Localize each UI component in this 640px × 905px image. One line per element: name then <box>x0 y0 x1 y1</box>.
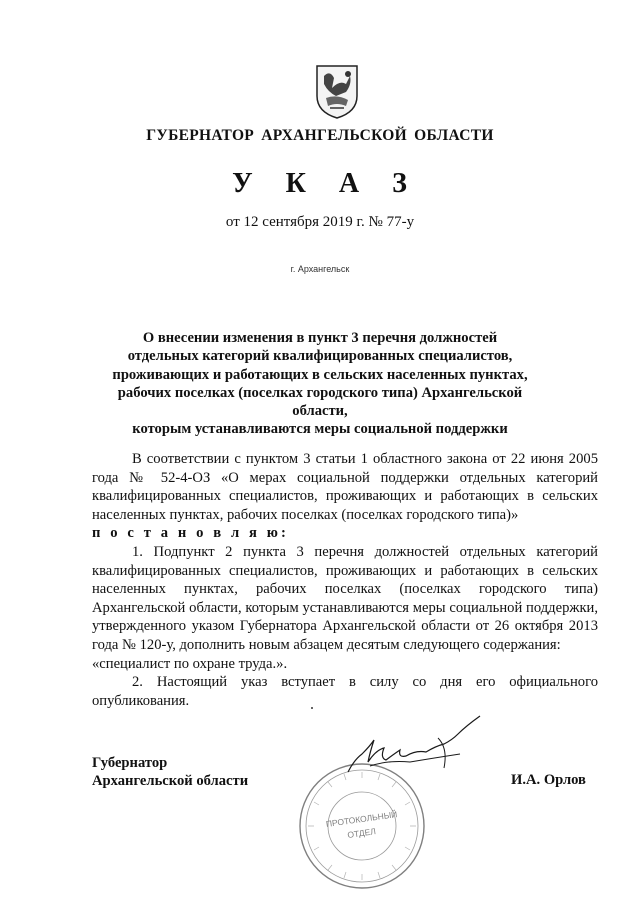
item-1-paragraph: 1. Подпункт 2 пункта 3 перечня должностей отдельных категорий квалифицированных специалистов, проживающих и работающих в сельских населенных пунктах, рабочих поселках (поселках городского типа) Архангельской области, которым устанавливаются меры социальной поддержки, утвержденного указом Губернатора Архангельской области от 26 октября 2013 года № 120-у, дополнить новым абзацем десятым следующего содержания: <box>92 543 598 653</box>
coat-of-arms-icon <box>312 62 362 120</box>
title-line: О внесении изменения в пункт 3 перечня должностей <box>142 330 498 346</box>
signatory-position <box>92 754 248 791</box>
stamp-text: ПРОТОКОЛЬНЫЙ <box>325 809 398 829</box>
document-title <box>90 329 550 439</box>
position-line: Архангельской области <box>92 773 249 790</box>
signatory-name: И.А. Орлов <box>511 772 586 788</box>
title-line: которым устанавливаются меры социальной поддержки <box>132 421 508 438</box>
document-type: У К А З <box>232 168 420 199</box>
ink-dot <box>311 707 313 709</box>
document-body <box>92 450 598 710</box>
item-2-paragraph: 2. Настоящий указ вступает в силу со дня его официального опубликования. <box>92 674 598 709</box>
title-line: отдельных категорий квалифицированных специалистов, <box>127 348 513 365</box>
quoted-text: «специалист по охране труда.». <box>92 655 288 672</box>
position-line: Губернатор <box>92 755 168 771</box>
preamble-paragraph: В соответствии с пунктом 3 статьи 1 областного закона от 22 июня 2005 года № 52-4-ОЗ «О мерах социальной поддержки отдельных категорий квалифицированных специалистов, проживающих и работающих в сельских населенных пунктах, рабочих поселках (поселках городского типа)» <box>92 451 598 523</box>
decree-word: п о с т а н о в л я ю: <box>92 525 290 542</box>
document-date-number: от 12 сентября 2019 г. № 77-у <box>225 214 415 230</box>
stamp-text: ОТДЕЛ <box>346 826 377 840</box>
document-place: г. Архангельск <box>290 264 350 274</box>
handwritten-signature <box>340 710 500 780</box>
issuing-authority: ГУБЕРНАТОР АРХАНГЕЛЬСКОЙ ОБЛАСТИ <box>146 127 494 144</box>
title-line: проживающих и работающих в сельских населенных пунктах, <box>112 366 528 383</box>
title-line: рабочих поселках (поселках городского типа) Архангельской области, <box>117 384 523 420</box>
